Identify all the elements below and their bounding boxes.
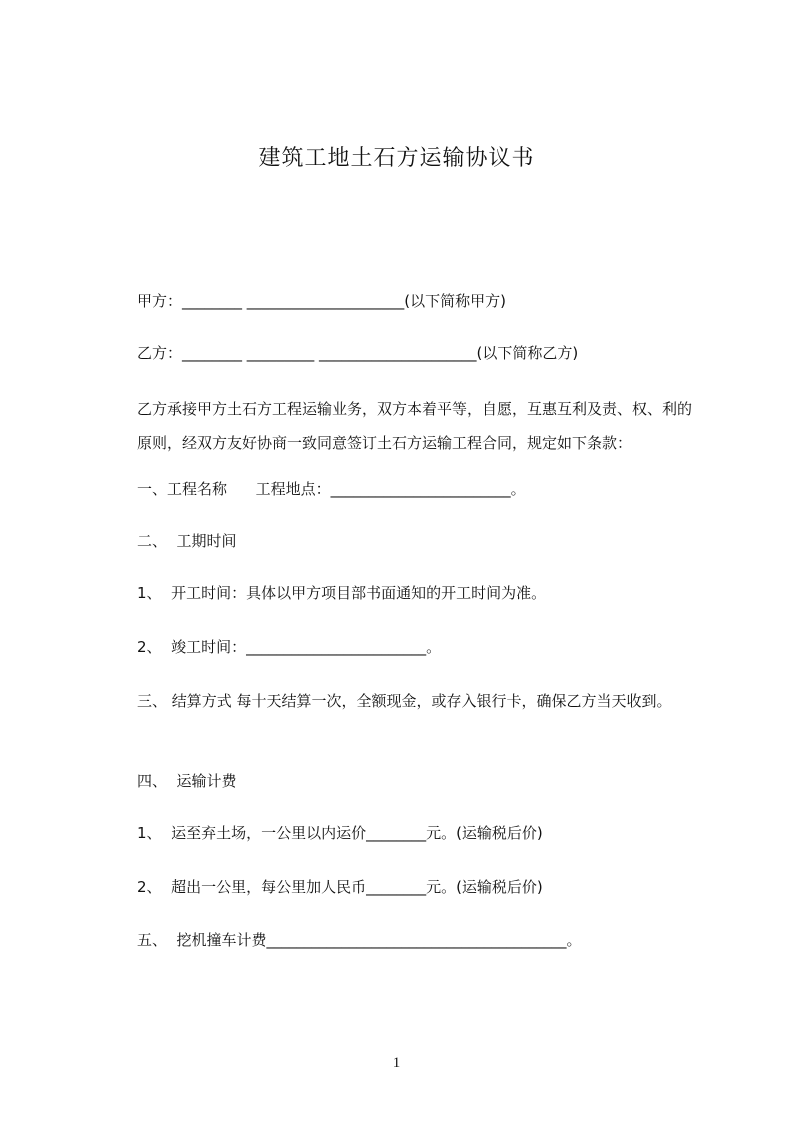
section-3-settlement <box>105 684 705 718</box>
page-number: 1 <box>392 1055 401 1071</box>
section-5-excavator-fee: 五、 挖机撞车计费________________________________________。 <box>137 931 582 949</box>
section-4-item-2: 2、 超出一公里，每公里加人民币________元。(运输税后价) <box>137 878 543 896</box>
party-a-line: 甲方：________ _____________________(以下简称甲方) <box>137 292 506 310</box>
section-2-heading: 二、 工期时间 <box>137 532 237 550</box>
intro-paragraph <box>105 392 705 460</box>
section-2-start-time: 1、 开工时间：具体以甲方项目部书面通知的开工时间为准。 <box>137 584 547 602</box>
document-title: 建筑工地土石方运输协议书 <box>258 146 535 171</box>
section-4-item-1: 1、 运至弃土场，一公里以内运价________元。(运输税后价) <box>137 824 543 842</box>
intro-text: 乙方承接甲方土石方工程运输业务，双方本着平等，自愿，互惠互利及责、权、利的原则，经双方友好协商一致同意签订土石方运输工程合同，规定如下条款： <box>137 400 693 452</box>
section-3-text: 三、 结算方式 每十天结算一次，全额现金，或存入银行卡，确保乙方当天收到。 <box>137 692 672 710</box>
section-1-project-name-location: 一、工程名称 工程地点：________________________。 <box>137 480 526 498</box>
section-4-heading: 四、 运输计费 <box>137 772 237 790</box>
party-b-line: 乙方：________ _________ _____________________(以下简称乙方) <box>137 344 579 362</box>
section-2-completion-time: 2、 竣工时间：________________________。 <box>137 638 442 656</box>
